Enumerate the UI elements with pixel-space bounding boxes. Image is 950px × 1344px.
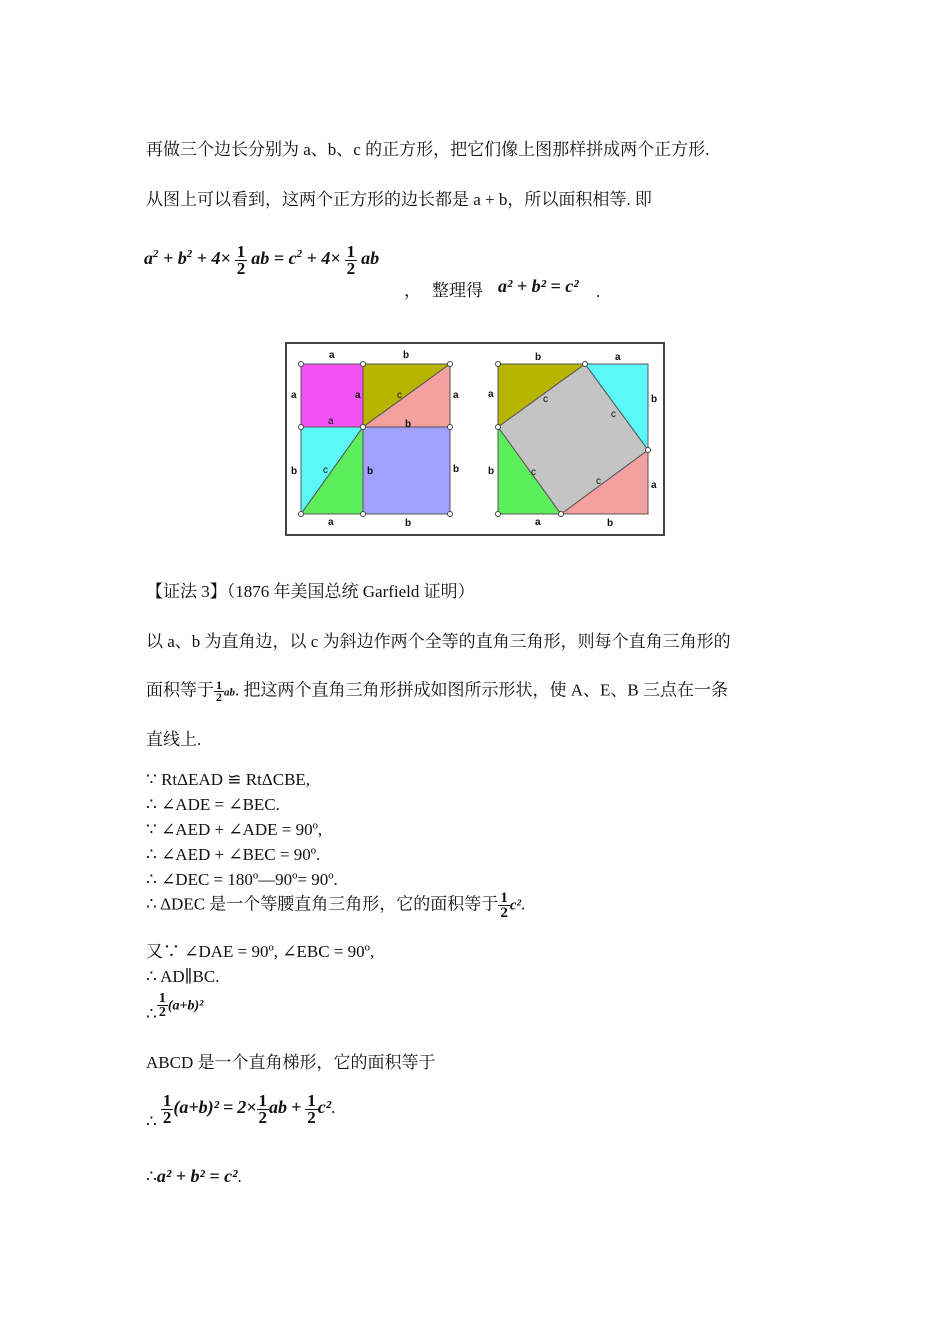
- svg-text:b: b: [651, 394, 658, 405]
- proof-step-5: ∴ ∠DEC = 180º—90º= 90º.: [146, 870, 338, 889]
- paragraph-equal-area: 从图上可以看到，这两个正方形的边长都是 a + b，所以面积相等. 即: [146, 190, 652, 209]
- equation-separator: ，: [404, 281, 421, 300]
- svg-text:a: a: [651, 480, 657, 491]
- svg-text:b: b: [291, 466, 298, 477]
- proof-step-4: ∴ ∠AED + ∠BEC = 90º.: [146, 845, 321, 864]
- equation-dot: .: [596, 282, 601, 301]
- pythagoras-figure: [285, 342, 665, 536]
- paragraph-squares: 再做三个边长分别为 a、b、c 的正方形，把它们像上图那样拼成两个正方形.: [146, 140, 710, 159]
- svg-text:a: a: [488, 389, 494, 400]
- svg-text:a: a: [291, 390, 297, 401]
- svg-text:b: b: [607, 518, 614, 529]
- svg-text:b: b: [403, 350, 410, 361]
- equation-trapezoid: ∴ $\frac{1}{2}$ (a+b)² = 2× $\frac{1}{2}$ ab + $\frac{1}{2}$ c².: [146, 1091, 336, 1132]
- svg-text:b: b: [535, 352, 542, 363]
- equation-result: a² + b² = c²: [498, 276, 579, 296]
- proof-step-6: ∴ ΔDEC 是一个等腰直角三角形，它的面积等于 $\frac{1}{2}$ c².: [146, 890, 526, 921]
- svg-text:a: a: [328, 517, 334, 528]
- svg-text:a: a: [355, 390, 361, 401]
- equation-area-equality: $a^2 + b^2 + 4\times$ $\frac{1}{2}$ ab = $c^2 + 4\times$ $\frac{1}{2}$ ab: [144, 242, 380, 278]
- left-square: [291, 350, 459, 529]
- svg-text:a: a: [329, 350, 335, 361]
- svg-text:c: c: [531, 467, 536, 478]
- square-b: [363, 427, 450, 514]
- equation-conclusion: ∴a² + b² = c².: [146, 1166, 242, 1186]
- svg-text:b: b: [367, 466, 374, 477]
- equation-tidy-label: 整理得: [432, 281, 483, 300]
- paragraph-area-line: 面积等于 $\frac{1}{2}$ ab. 把这两个直角三角形拼成如图所示形状，使 A、E、B 三点在一条: [146, 678, 728, 704]
- heading-proof-3: 【证法 3】（1876 年美国总统 Garfield 证明）: [146, 582, 475, 601]
- paragraph-trapezoid: ABCD 是一个直角梯形，它的面积等于: [146, 1053, 436, 1072]
- proof-step-9: ∴ $\frac{1}{2}$ (a+b)²: [146, 991, 204, 1024]
- svg-text:c: c: [323, 465, 328, 476]
- svg-text:a: a: [453, 390, 459, 401]
- svg-text:c: c: [543, 394, 548, 405]
- paragraph-line: 直线上.: [146, 730, 202, 749]
- svg-text:a: a: [535, 517, 541, 528]
- proof-step-3: ∵ ∠AED + ∠ADE = 90º,: [146, 820, 323, 839]
- svg-text:c: c: [596, 476, 601, 487]
- paragraph-triangles: 以 a、b 为直角边，以 c 为斜边作两个全等的直角三角形，则每个直角三角形的: [146, 632, 731, 651]
- svg-text:a: a: [615, 352, 621, 363]
- proof-step-8: ∴ AD∥BC.: [146, 967, 220, 986]
- svg-text:c: c: [611, 409, 616, 420]
- svg-text:b: b: [453, 464, 460, 475]
- proof-step-7: 又∵ ∠DAE = 90º, ∠EBC = 90º,: [146, 942, 375, 961]
- svg-text:b: b: [405, 518, 412, 529]
- proof-step-2: ∴ ∠ADE = ∠BEC.: [146, 795, 280, 814]
- svg-text:b: b: [405, 419, 412, 430]
- svg-text:c: c: [397, 390, 402, 401]
- svg-text:b: b: [488, 466, 495, 477]
- svg-text:a: a: [328, 416, 334, 427]
- proof-step-1: ∵ RtΔEAD ≌ RtΔCBE,: [146, 770, 311, 789]
- right-square: [488, 352, 657, 529]
